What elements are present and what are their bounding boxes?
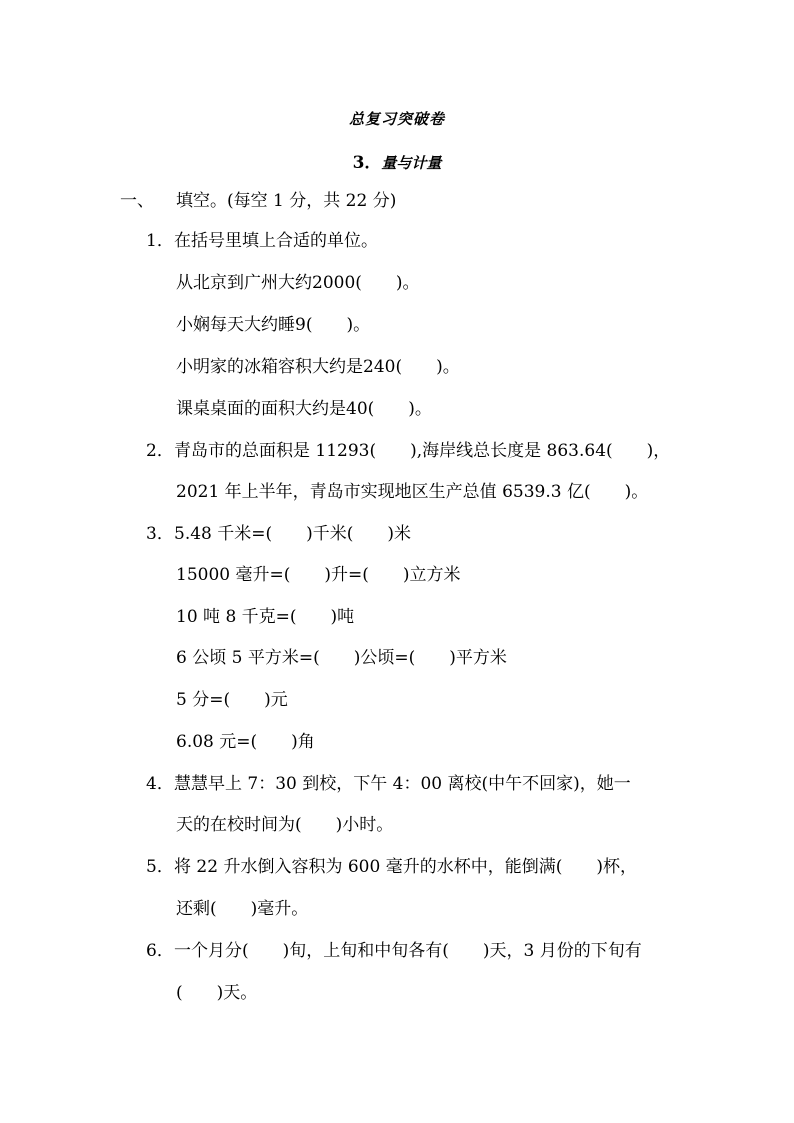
question-3	[146, 523, 411, 545]
question-number: 3．	[146, 524, 174, 544]
exam-title: 总复习突破卷	[348, 110, 445, 128]
question-6	[146, 940, 642, 962]
question-2	[146, 440, 670, 462]
question-text: 5.48 千米=( )千米( )米	[174, 524, 412, 544]
section-heading	[120, 190, 396, 212]
subtitle-text: 量与计量	[381, 154, 442, 172]
question-line: 从北京到广州大约2000( )。	[176, 273, 420, 293]
section-number: 一、	[120, 191, 154, 211]
question-line: 6.08 元=( )角	[176, 732, 315, 752]
question-1	[146, 230, 378, 252]
question-line: 小明家的冰箱容积大约是240( )。	[176, 357, 460, 377]
question-line: 还剩( )毫升。	[176, 899, 309, 919]
question-number: 6．	[146, 941, 174, 961]
section-text: 填空。(每空 1 分，共 22 分)	[176, 191, 397, 211]
question-number: 2．	[146, 441, 174, 461]
question-5	[146, 856, 637, 878]
question-text: 在括号里填上合适的单位。	[174, 231, 378, 251]
subtitle-number: 3．	[352, 153, 382, 173]
question-line: 15000 毫升=( )升=( )立方米	[176, 565, 461, 585]
question-number: 5．	[146, 857, 174, 877]
question-line: 天的在校时间为( )小时。	[176, 815, 394, 835]
question-line: 6 公顷 5 平方米=( )公顷=( )平方米	[176, 648, 507, 668]
question-line: 5 分=( )元	[176, 690, 288, 710]
question-text: 将 22 升水倒入容积为 600 毫升的水杯中，能倒满( )杯，	[174, 857, 637, 877]
question-text: 慧慧早上 7：30 到校，下午 4：00 离校(中午不回家)，她一	[174, 774, 631, 794]
question-text: 一个月分( )旬，上旬和中旬各有( )天，3 月份的下旬有	[174, 941, 642, 961]
question-line: 课桌桌面的面积大约是40( )。	[176, 399, 432, 419]
question-4	[146, 773, 631, 795]
question-number: 1．	[146, 231, 174, 251]
question-line: 小娴每天大约睡9( )。	[176, 315, 371, 335]
exam-subtitle	[0, 148, 794, 173]
question-text: 青岛市的总面积是 11293( ),海岸线总长度是 863.64( )，	[174, 441, 671, 461]
question-number: 4．	[146, 774, 174, 794]
question-line: 10 吨 8 千克=( )吨	[176, 607, 355, 627]
question-line: 2021 年上半年，青岛市实现地区生产总值 6539.3 亿( )。	[176, 482, 649, 502]
question-line: ( )天。	[176, 983, 258, 1003]
